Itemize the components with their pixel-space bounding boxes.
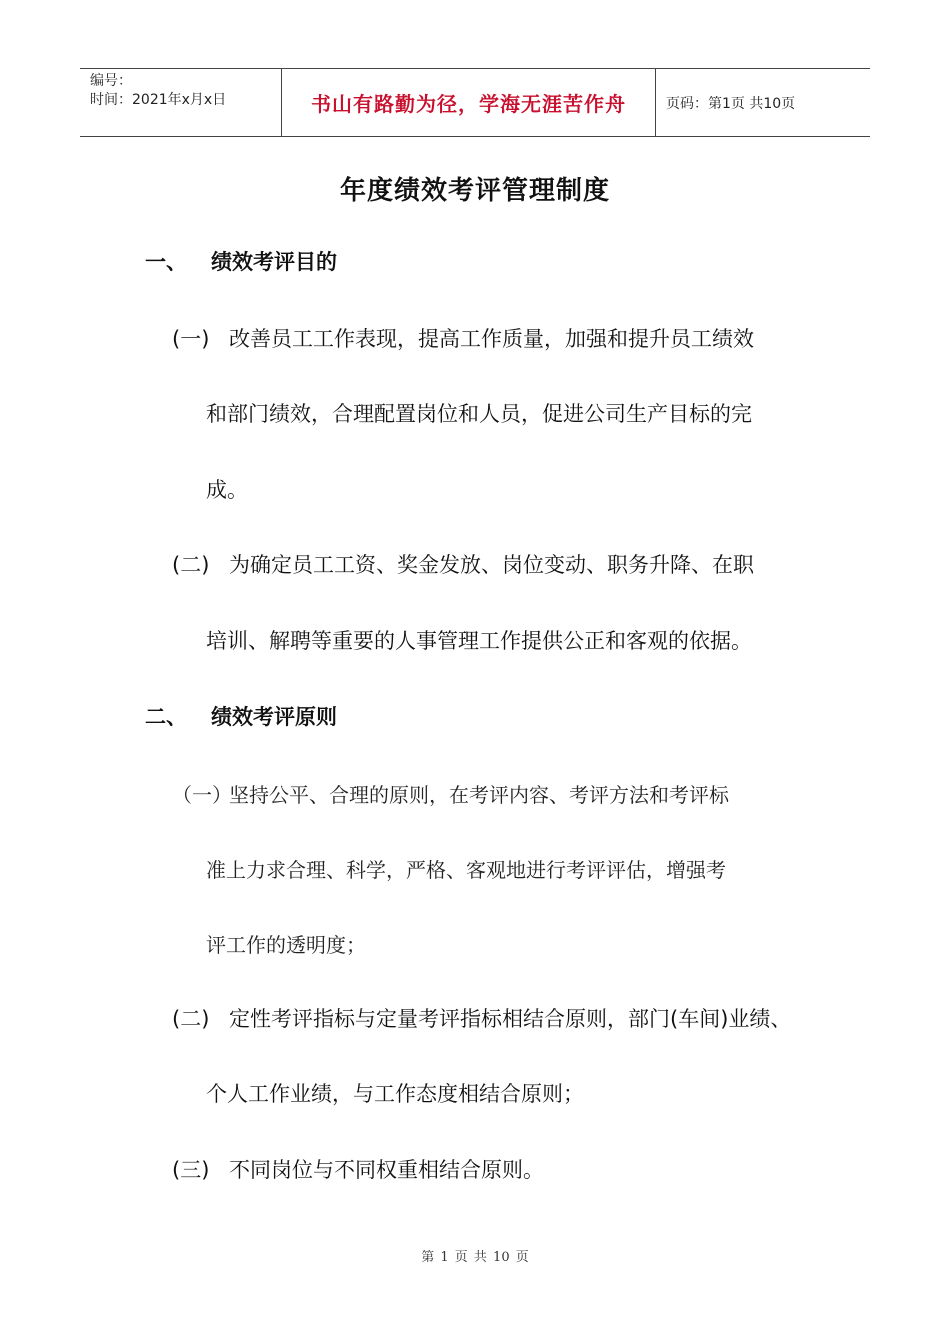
section-number: 二、 <box>145 705 187 729</box>
section-heading-2 <box>145 701 337 731</box>
list-item-1-2 <box>172 549 754 579</box>
list-item-2-2 <box>172 1003 791 1033</box>
header-page-cell <box>656 69 870 136</box>
item-label: (三) <box>172 1158 210 1182</box>
item-text-line: 培训、解聘等重要的人事管理工作提供公正和客观的依据。 <box>206 629 752 653</box>
item-label: （一） <box>172 783 232 807</box>
section-number: 一、 <box>145 250 187 274</box>
page-footer: 第 1 页 共 10 页 <box>421 1250 529 1265</box>
document-header <box>80 68 870 137</box>
header-meta-cell <box>80 69 282 136</box>
item-text-line: 个人工作业绩，与工作态度相结合原则； <box>206 1082 584 1106</box>
section-title: 绩效考评原则 <box>211 705 337 729</box>
item-label: (二) <box>172 1007 210 1031</box>
document-title: 年度绩效考评管理制度 <box>339 176 610 206</box>
item-text-line: 为确定员工工资、奖金发放、岗位变动、职务升降、在职 <box>229 553 754 577</box>
item-text-line: 和部门绩效，合理配置岗位和人员，促进公司生产目标的完 <box>206 402 752 426</box>
header-motto-cell <box>282 69 656 136</box>
item-text-line: 改善员工工作表现，提高工作质量，加强和提升员工绩效 <box>229 327 754 351</box>
item-text-line: 成。 <box>206 478 248 502</box>
header-motto: 书山有路勤为径，学海无涯苦作舟 <box>311 92 626 116</box>
list-item-1-1 <box>172 323 754 353</box>
header-page-info: 页码：第1页 共10页 <box>666 95 796 112</box>
item-text-line: 评工作的透明度； <box>206 933 366 957</box>
list-item-2-3 <box>172 1154 544 1184</box>
item-text-line: 定性考评指标与定量考评指标相结合原则，部门(车间)业绩、 <box>229 1007 792 1031</box>
item-text-line: 准上力求合理、科学，严格、客观地进行考评评估，增强考 <box>206 858 726 882</box>
document-number-label: 编号： <box>90 73 132 89</box>
document-date: 时间：2021年x月x日 <box>90 92 227 108</box>
section-heading-1 <box>145 246 337 276</box>
item-label: (二) <box>172 553 210 577</box>
section-title: 绩效考评目的 <box>211 250 337 274</box>
item-label: (一) <box>172 327 210 351</box>
item-text-line: 不同岗位与不同权重相结合原则。 <box>229 1158 544 1182</box>
item-text-line: 坚持公平、合理的原则，在考评内容、考评方法和考评标 <box>229 783 729 807</box>
list-item-2-1 <box>172 779 729 808</box>
